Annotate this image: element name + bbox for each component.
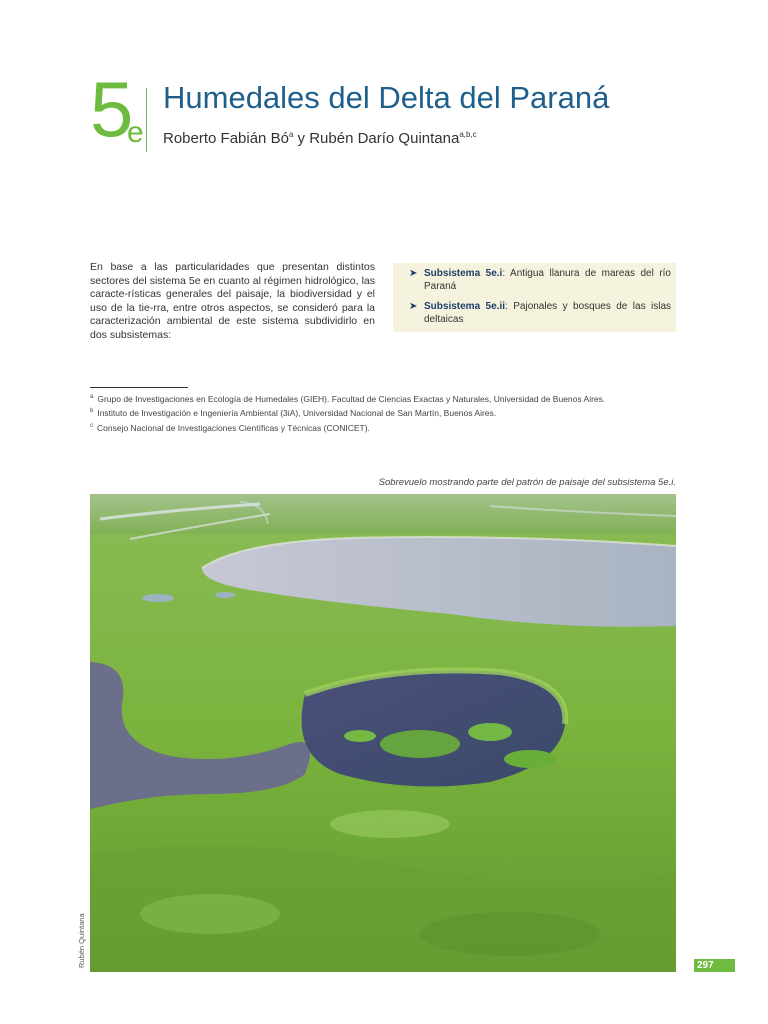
photo-credit: Rubén Quintana <box>77 913 86 968</box>
subsystem-desc: : Antigua llanura de mareas del río Paraná <box>424 268 671 292</box>
footnote: $^a$ Grupo de Investigaciones en Ecología de Humedales (GIEH). Facultad de Ciencias Exactas y Naturales, Universidad de Buenos Aires. <box>90 393 606 404</box>
aerial-wetland-photo <box>90 494 676 972</box>
author-2-affiliation: a,b,c <box>459 130 477 139</box>
chapter-suffix: e <box>127 116 144 149</box>
subsystem-code: Subsistema 5e.ii <box>424 301 506 312</box>
author-2: Rubén Darío Quintana <box>309 130 460 147</box>
footnote: $^b$ Instituto de Investigación e Ingeniería Ambiental (3iA), Universidad Nacional de San Martín, Buenos Aires. <box>90 408 497 419</box>
subsystem-desc: : Pajonales y bosques de las islas deltaicas <box>424 301 672 325</box>
arrow-icon: ➤ <box>409 301 418 312</box>
footnotes <box>90 391 605 434</box>
photo-caption: Sobrevuelo mostrando parte del patrón de paisaje del subsistema 5e.i. <box>378 477 676 488</box>
footnote: $^c$ Consejo Nacional de Investigaciones Científicas y Técnicas (CONICET). <box>90 422 370 433</box>
author-1-affiliation: a <box>288 130 294 139</box>
subsystems-box <box>393 263 676 332</box>
chapter-number: 5 <box>90 65 132 153</box>
subsystem-item <box>409 267 671 293</box>
page-title: Humedales del Delta del Paraná <box>163 80 610 115</box>
intro-paragraph: En base a las particularidades que presentan distintos sectores del sistema 5e en cuanto al régimen hidrológico, las caracte-rísticas generales del paisaje, la biodiversidad y el uso de la tie-rra, entre otros aspectos, se consideró para la caracterización ambiental de este sistema subdividirlo en dos subsistemas: <box>90 261 375 341</box>
authors <box>163 130 477 147</box>
arrow-icon: ➤ <box>409 268 418 279</box>
author-joiner: y <box>293 130 310 147</box>
subsystem-code: Subsistema 5e.i <box>424 268 503 279</box>
subsystem-item <box>409 300 671 326</box>
page-number-badge: 297 <box>694 959 735 972</box>
author-1: Roberto Fabián Bó <box>163 130 289 147</box>
chapter-divider <box>146 88 147 152</box>
footnote-rule <box>90 387 188 388</box>
